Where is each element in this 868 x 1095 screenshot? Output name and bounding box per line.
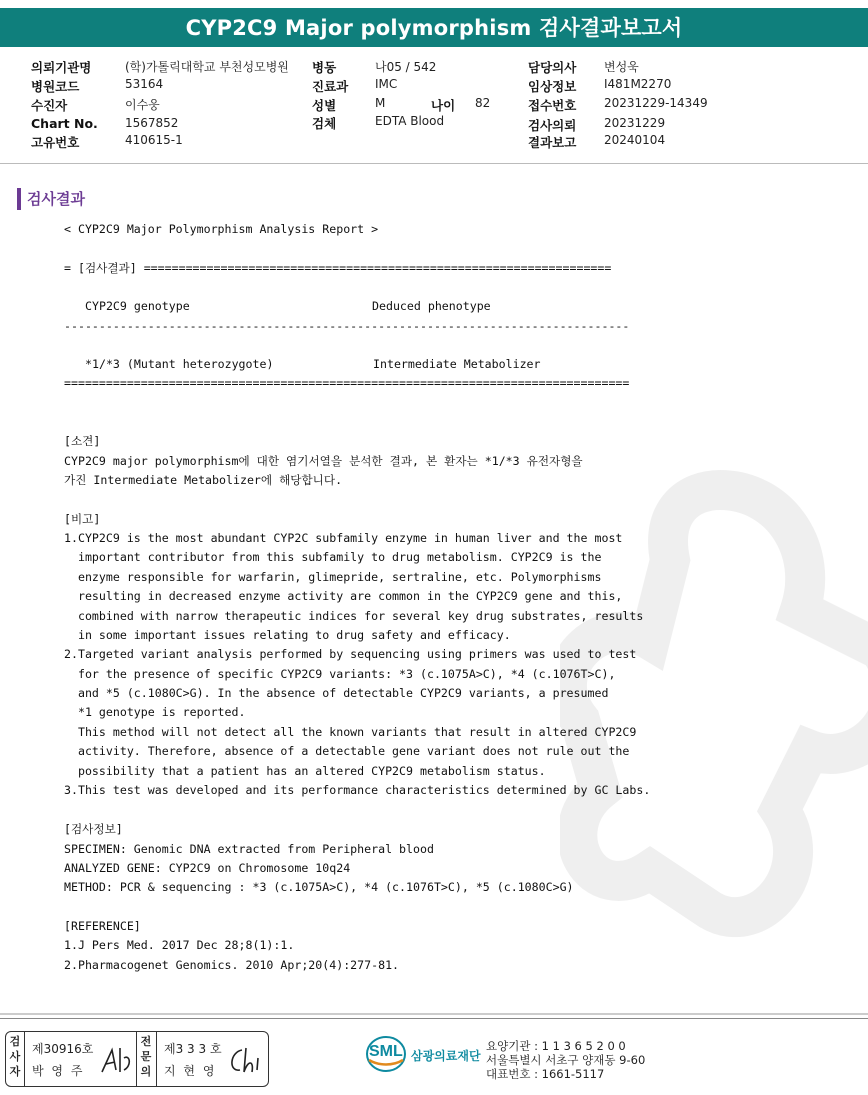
remark-title: [비고] (64, 512, 101, 526)
specimen-value: EDTA Blood (375, 114, 445, 128)
remark-line: and *5 (c.1080C>G). In the absence of detectable CYP2C9 variants, a presumed (64, 686, 609, 700)
signature-divider (24, 1032, 25, 1086)
col-genotype: CYP2C9 genotype (85, 299, 190, 313)
sex-label: 성별 (312, 98, 337, 113)
sml-logo (365, 1035, 481, 1077)
patient-label: 수진자 (31, 98, 68, 113)
tester-label: 검사자 (9, 1035, 21, 1078)
reference-title: [REFERENCE] (64, 919, 141, 933)
address-block (486, 1039, 645, 1081)
reference-1: 1.J Pers Med. 2017 Dec 28;8(1):1. (64, 938, 295, 952)
hospital-label: 의뢰기관명 (31, 60, 92, 75)
doctor-value: 변성욱 (604, 60, 639, 74)
result-banner: = [검사결과] =================================================================== (64, 261, 612, 275)
signature-box (5, 1031, 269, 1087)
request-value: 20231229 (604, 116, 666, 130)
address: 서울특별시 서초구 양재동 9-60 (486, 1053, 646, 1067)
remark-line: 3.This test was developed and its performance characteristics determined by GC Labs. (64, 783, 651, 797)
finding-line-2: 가진 Intermediate Metabolizer에 해당합니다. (64, 473, 343, 487)
id-value: 410615-1 (125, 133, 183, 147)
finding-line-1: CYP2C9 major polymorphism에 대한 염기서열을 분석한 결과, 본 환자는 *1/*3 유전자형을 (64, 454, 583, 468)
org-name: 삼광의료재단 (411, 1049, 481, 1063)
footer-divider (0, 1013, 868, 1015)
code-value: 53164 (125, 77, 164, 91)
gene-line: ANALYZED GENE: CYP2C9 on Chromosome 10q24 (64, 861, 351, 875)
ward-value: 나05 / 542 (375, 60, 437, 74)
doctor-label: 담당의사 (528, 60, 577, 75)
phenotype-value: Intermediate Metabolizer (373, 357, 541, 371)
specialist-label: 전문의 (140, 1035, 152, 1078)
clinical-value: I481M2270 (604, 77, 672, 91)
phone-number: 대표번호 : 1661-5117 (486, 1067, 605, 1081)
remark-line: combined with narrow therapeutic indices for several key drug substrates, results (64, 609, 644, 623)
receipt-label: 접수번호 (528, 98, 577, 113)
info-divider (0, 163, 868, 164)
testinfo-title: [검사정보] (64, 822, 123, 836)
hospital-value: (학)가톨릭대학교 부천성모병원 (125, 60, 289, 74)
code-label: 병원코드 (31, 79, 80, 94)
dept-label: 진료과 (312, 79, 349, 94)
ward-label: 병동 (312, 60, 337, 75)
specimen-line: SPECIMEN: Genomic DNA extracted from Peripheral blood (64, 842, 434, 856)
chart-label: Chart No. (31, 116, 98, 131)
sex-value: M (375, 96, 386, 110)
signature-divider (136, 1032, 137, 1086)
receipt-value: 20231229-14349 (604, 96, 708, 110)
specialist-signature (226, 1044, 264, 1078)
report-date-value: 20240104 (604, 133, 666, 147)
chart-value: 1567852 (125, 116, 179, 130)
specialist-name: 지 현 영 (164, 1064, 217, 1078)
age-label: 나이 (431, 98, 456, 113)
report-date-label: 결과보고 (528, 135, 577, 150)
remark-line: possibility that a patient has an altered CYP2C9 metabolism status. (64, 764, 546, 778)
specialist-number: 제3 3 3 호 (164, 1042, 222, 1056)
tester-signature (98, 1044, 134, 1078)
remark-line: activity. Therefore, absence of a detectable gene variant does not rule out the (64, 744, 630, 758)
remark-line: resulting in decreased enzyme activity are common in the CYP2C9 gene and this, (64, 589, 623, 603)
patient-info-block (0, 55, 868, 155)
reference-2: 2.Pharmacogenet Genomics. 2010 Apr;20(4):277-81. (64, 958, 400, 972)
remark-line: 2.Targeted variant analysis performed by sequencing using primers was used to test (64, 647, 637, 661)
age-value: 82 (475, 96, 491, 110)
remark-line: enzyme responsible for warfarin, glimepride, sertraline, etc. Polymorphisms (64, 570, 602, 584)
eq-line: ================================================================================= (64, 376, 630, 390)
request-label: 검사의뢰 (528, 118, 577, 133)
col-phenotype: Deduced phenotype (372, 299, 491, 313)
patient-value: 이수웅 (125, 98, 160, 112)
signature-divider (156, 1032, 157, 1086)
report-title: CYP2C9 Major polymorphism 검사결과보고서 (0, 8, 868, 47)
specimen-label: 검체 (312, 116, 337, 131)
logo-text: SML (369, 1043, 403, 1060)
remark-line: *1 genotype is reported. (64, 705, 246, 719)
tester-number: 제30916호 (32, 1042, 94, 1056)
report-header: < CYP2C9 Major Polymorphism Analysis Report > (64, 222, 379, 236)
method-line: METHOD: PCR & sequencing : *3 (c.1075A>C), *4 (c.1076T>C), *5 (c.1080C>G) (64, 880, 574, 894)
remark-line: in some important issues relating to drug safety and efficacy. (64, 628, 511, 642)
tester-name: 박 영 주 (32, 1064, 85, 1078)
remark-line: important contributor from this subfamily to drug metabolism. CYP2C9 is the (64, 550, 602, 564)
section-title: 검사결과 (17, 188, 85, 210)
dash-line: --------------------------------------------------------------------------------- (64, 319, 630, 333)
institution-code: 요양기관 : 1 1 3 6 5 2 0 0 (486, 1039, 626, 1053)
footer (0, 1018, 868, 1095)
remark-line: for the presence of specific CYP2C9 variants: *3 (c.1075A>C), *4 (c.1076T>C), (64, 667, 616, 681)
id-label: 고유번호 (31, 135, 80, 150)
clinical-label: 임상정보 (528, 79, 577, 94)
remark-line: 1.CYP2C9 is the most abundant CYP2C subfamily enzyme in human liver and the most (64, 531, 623, 545)
dept-value: IMC (375, 77, 398, 91)
remark-line: This method will not detect all the known variants that result in altered CYP2C9 (64, 725, 637, 739)
genotype-value: *1/*3 (Mutant heterozygote) (85, 357, 274, 371)
finding-title: [소견] (64, 434, 101, 448)
